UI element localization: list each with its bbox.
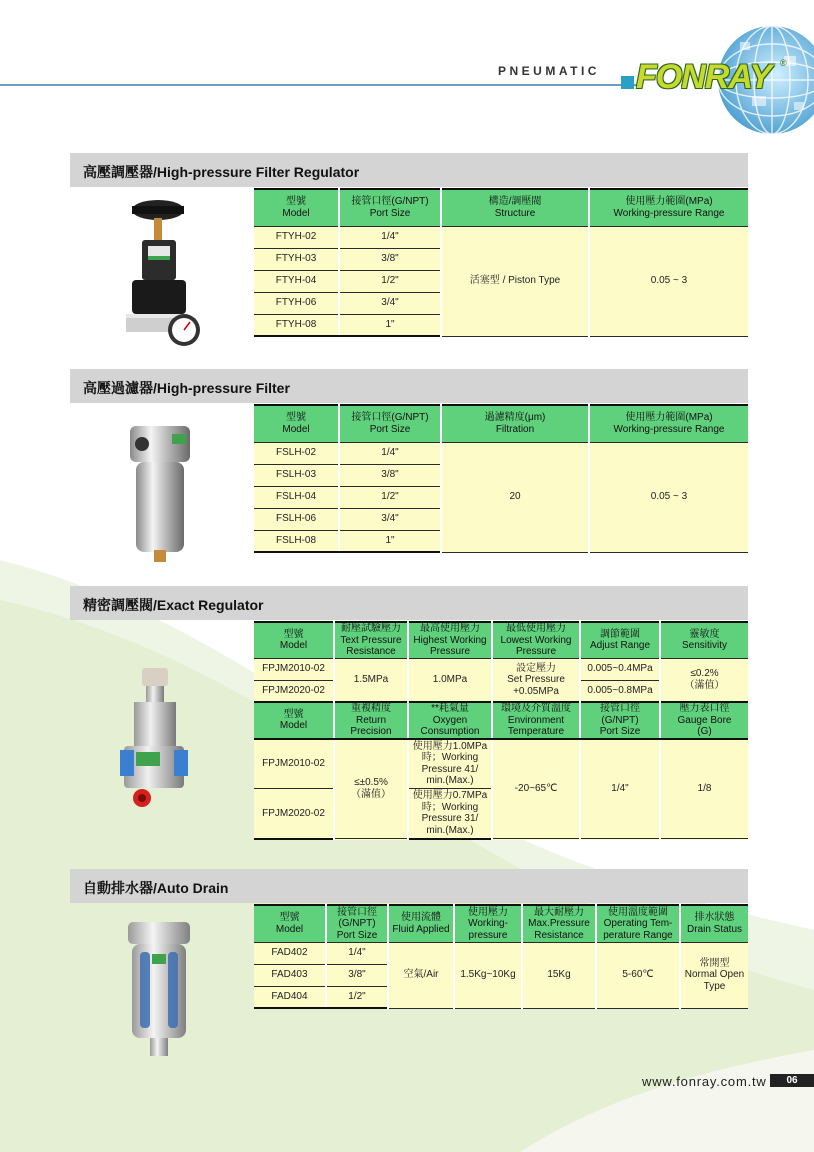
model-cell: FTYH-08 [254, 314, 339, 336]
col-header-temperature [492, 702, 580, 739]
table-row [254, 942, 748, 964]
col-header-return-precision [334, 702, 408, 739]
header-text: 靈敏度 Sensitivity [681, 628, 727, 652]
cell-text: 設定壓力 Set Pressure +0.05MPa [507, 662, 565, 697]
header-text: 接管口徑(G/NPT) Port Size [351, 196, 429, 219]
col-header-port-size [339, 405, 441, 442]
col-header-adjust-range [580, 622, 660, 658]
header-text: 型號 Model [282, 196, 310, 219]
auto-drain-table [254, 904, 748, 1009]
col-header-consumption [408, 702, 492, 739]
port-cell: 1/4" [326, 942, 388, 964]
header-text: 使用流體 Fluid Applied [392, 912, 450, 935]
exact-regulator-photo [118, 666, 198, 812]
page-number: 06 [770, 1074, 814, 1087]
cell-text: 使用壓力0.7MPa 時；Working Pressure 31/ min.(Max.) [412, 790, 488, 836]
model-cell: FTYH-02 [254, 226, 339, 248]
header-text: 最低使用壓力 Lowest Working Pressure [500, 623, 572, 657]
cell-text: ≤±0.5% （滿值） [351, 777, 391, 800]
adjust-range-cell: 0.005~0.4MPa [580, 658, 660, 680]
col-header-gauge-bore [660, 702, 748, 739]
header-text: 過濾精度(μm) Filtration [484, 412, 546, 435]
header-text: 環境及介質溫度 Environment Temperature [501, 703, 571, 737]
model-cell: FAD403 [254, 964, 326, 986]
section-title: 高壓過濾器/High-pressure Filter [83, 380, 290, 396]
port-cell: 1/4" [580, 739, 660, 839]
table-row [254, 739, 748, 789]
cell-text: 常開型 Normal Open Type [684, 957, 745, 992]
fonray-logo: FONRAY [636, 58, 772, 96]
col-header-working-pressure [454, 905, 522, 942]
col-header-model [254, 622, 334, 658]
port-cell: 3/8" [339, 248, 441, 270]
port-cell: 3/4" [339, 508, 441, 530]
header-text: 使用壓力 Working- pressure [468, 906, 508, 941]
filtration-cell: 20 [441, 442, 589, 552]
col-header-port-size [580, 702, 660, 739]
section-title-bar [70, 369, 748, 403]
col-header-sensitivity [660, 622, 748, 658]
col-header-structure [441, 189, 589, 226]
port-cell: 1" [339, 314, 441, 336]
col-header-fluid [388, 905, 454, 942]
website-link[interactable]: www.fonray.com.tw [642, 1074, 767, 1089]
pressure-range-cell: 0.05 ~ 3 [589, 226, 748, 336]
temperature-cell: -20~65℃ [492, 739, 580, 839]
header-text: 使用壓力範圍(MPa) Working-pressure Range [613, 412, 725, 435]
port-cell: 1/4" [339, 226, 441, 248]
header-text: 使用溫度範圍 Operating Tem- perature Range [603, 906, 673, 941]
col-header-working-pressure [589, 405, 748, 442]
model-cell: FPJM2010-02 [254, 658, 334, 680]
consumption-cell [408, 739, 492, 789]
col-header-test-pressure [334, 622, 408, 658]
port-cell: 3/4" [339, 292, 441, 314]
header-text: 型號 Model [275, 912, 304, 935]
header-text: 排水狀態 Drain Status [686, 912, 743, 935]
section-title-bar [70, 153, 748, 187]
drain-status-cell [680, 942, 748, 1008]
filter-bowl-photo [128, 424, 194, 566]
header-text: **耗氣量 Oxygen Consumption [420, 703, 480, 737]
test-pressure-cell: 1.5MPa [334, 658, 408, 702]
header-rule [0, 84, 640, 86]
port-cell: 1/2" [326, 986, 388, 1008]
col-header-port-size [326, 905, 388, 942]
gauge-bore-cell: 1/8 [660, 739, 748, 839]
header-text: 接管口徑(G/NPT) Port Size [351, 412, 429, 435]
port-cell: 1" [339, 530, 441, 552]
table-row [254, 226, 748, 248]
col-header-temperature-range [596, 905, 680, 942]
structure-cell: 活塞型 / Piston Type [441, 226, 589, 336]
model-cell: FPJM2020-02 [254, 680, 334, 702]
section-title: 精密調壓閥/Exact Regulator [83, 597, 264, 613]
model-cell: FTYH-03 [254, 248, 339, 270]
model-cell: FSLH-08 [254, 530, 339, 552]
col-header-model [254, 702, 334, 739]
port-cell: 3/8" [339, 464, 441, 486]
page-header [0, 0, 814, 110]
section-title: 自動排水器/Auto Drain [83, 880, 229, 896]
col-header-port-size [339, 189, 441, 226]
header-text: 接管口徑 (G/NPT) Port Size [599, 703, 641, 737]
header-text: 型號 Model [279, 628, 308, 652]
max-pressure-cell: 15Kg [522, 942, 596, 1008]
col-header-filtration [441, 405, 589, 442]
header-text: 型號 Model [279, 708, 308, 732]
model-cell: FSLH-03 [254, 464, 339, 486]
port-cell: 3/8" [326, 964, 388, 986]
port-cell: 1/2" [339, 486, 441, 508]
model-cell: FTYH-06 [254, 292, 339, 314]
fluid-cell: 空氣/Air [388, 942, 454, 1008]
header-text: 型號 Model [282, 412, 310, 435]
header-text: 調節範圍 Adjust Range [589, 628, 651, 652]
model-cell: FAD404 [254, 986, 326, 1008]
col-header-model [254, 405, 339, 442]
temperature-range-cell: 5-60℃ [596, 942, 680, 1008]
model-cell: FSLH-02 [254, 442, 339, 464]
auto-drain-photo [126, 918, 192, 1062]
return-precision-cell [334, 739, 408, 839]
consumption-cell [408, 789, 492, 839]
header-text: 壓力表口徑 Gauge Bore (G) [677, 703, 732, 737]
cell-text: ≤0.2% （滿值） [684, 668, 725, 691]
section-title-bar [70, 586, 748, 620]
brand-word: PNEUMATIC [498, 64, 600, 78]
lowest-pressure-cell [492, 658, 580, 702]
header-text: 最大耐壓力 Max.Pressure Resistance [528, 906, 590, 941]
header-text: 重複精度 Return Precision [350, 703, 392, 737]
col-header-model [254, 189, 339, 226]
model-cell: FAD402 [254, 942, 326, 964]
header-text: 使用壓力範圍(MPa) Working-pressure Range [613, 196, 725, 219]
port-cell: 1/2" [339, 270, 441, 292]
col-header-model [254, 905, 326, 942]
filter-table [254, 404, 748, 553]
col-header-max-pressure [522, 905, 596, 942]
filter-regulator-table [254, 188, 748, 337]
working-pressure-cell: 1.5Kg~10Kg [454, 942, 522, 1008]
col-header-drain-status [680, 905, 748, 942]
section-title: 高壓調壓器/High-pressure Filter Regulator [83, 164, 360, 180]
model-cell: FPJM2020-02 [254, 789, 334, 839]
col-header-lowest-pressure [492, 622, 580, 658]
section-title-bar [70, 869, 748, 903]
sensitivity-cell [660, 658, 748, 702]
adjust-range-cell: 0.005~0.8MPa [580, 680, 660, 702]
header-text: 構造/調壓閥 Structure [488, 196, 542, 219]
exact-regulator-table [254, 621, 748, 840]
highest-pressure-cell: 1.0MPa [408, 658, 492, 702]
header-text: 最高使用壓力 Highest Working Pressure [413, 623, 487, 657]
header-text: 接管口徑 (G/NPT) Port Size [336, 906, 378, 941]
model-cell: FPJM2010-02 [254, 739, 334, 789]
pressure-range-cell: 0.05 ~ 3 [589, 442, 748, 552]
cell-text: 使用壓力1.0MPa 時；Working Pressure 41/ min.(Max.) [412, 740, 488, 787]
brand-accent-square [621, 76, 634, 89]
model-cell: FTYH-04 [254, 270, 339, 292]
model-cell: FSLH-04 [254, 486, 339, 508]
table-row [254, 442, 748, 464]
col-header-working-pressure [589, 189, 748, 226]
header-text: 耐壓試驗壓力 Text Pressure Resistance [340, 623, 402, 657]
model-cell: FSLH-06 [254, 508, 339, 530]
filter-regulator-photo [118, 196, 210, 356]
table-row [254, 658, 748, 680]
col-header-highest-pressure [408, 622, 492, 658]
registered-mark: ® [780, 58, 787, 68]
port-cell: 1/4" [339, 442, 441, 464]
